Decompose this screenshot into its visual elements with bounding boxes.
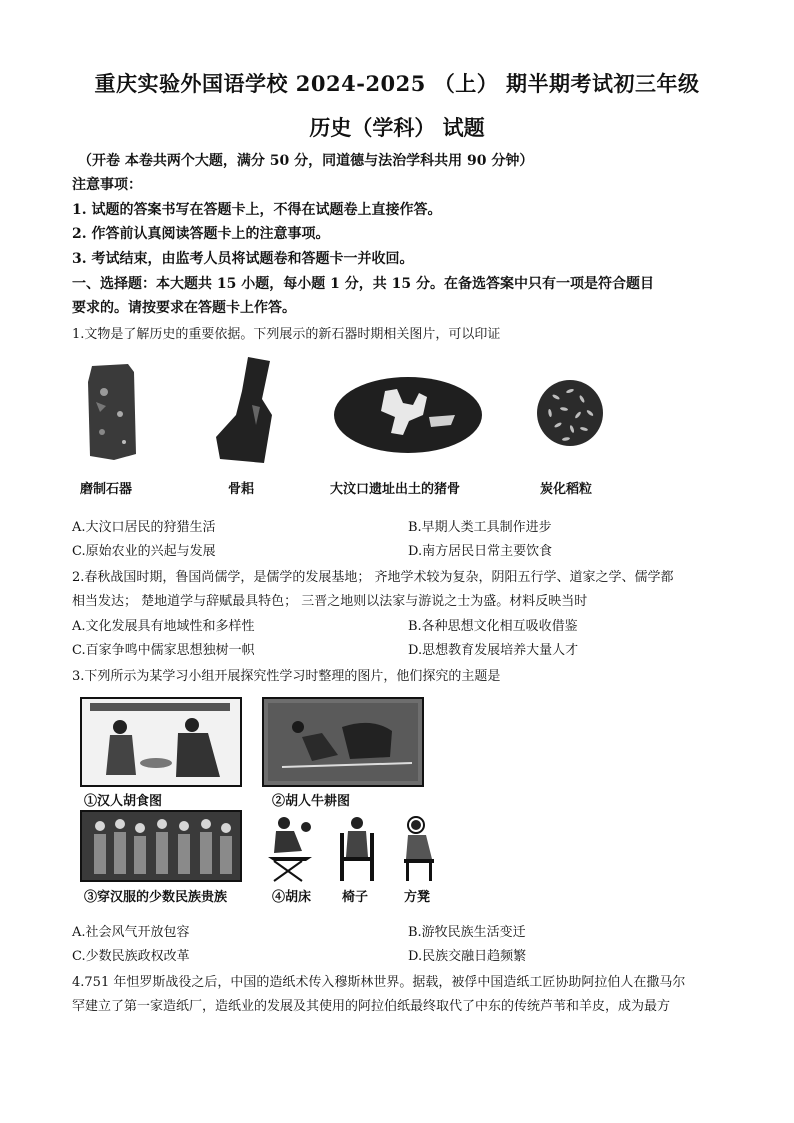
q3-option-c: C.少数民族政权改革 (72, 949, 190, 964)
q3-caption-3: ③穿汉服的少数民族贵族 (84, 890, 228, 905)
hu-people-ox-plough-image (262, 697, 424, 787)
q1-caption-pig-bone: 大汶口遗址出土的猪骨 (330, 482, 461, 497)
exam-title: 重庆实验外国语学校 2024-2025 （上） 期半期考试初三年级 (94, 71, 700, 96)
q3-caption-stool: 方凳 (404, 890, 431, 905)
section-heading-line2: 要求的。请按要求在答题卡上作答。 (72, 300, 296, 316)
bone-spade-image (212, 355, 276, 467)
q3-stem: 3.下列所示为某学习小组开展探究性学习时整理的图片，他们探究的主题是 (72, 669, 501, 684)
q2-stem-line1: 2.春秋战国时期，鲁国尚儒学，是儒学的发展基地； 齐地学术较为复杂，阴阳五行学、道家之学、儒学都 (72, 570, 674, 585)
q3-caption-2: ②胡人牛耕图 (272, 794, 351, 809)
q1-stem: 1.文物是了解历史的重要依据。下列展示的新石器时期相关图片，可以印证 (72, 327, 501, 342)
q1-option-d: D.南方居民日常主要饮食 (408, 544, 553, 559)
q1-caption-rice: 炭化稻粒 (540, 482, 593, 497)
q3-option-d: D.民族交融日趋频繁 (408, 949, 527, 964)
square-stool-image (396, 813, 442, 883)
minority-nobles-han-clothes-image (80, 810, 242, 882)
q3-caption-chair: 椅子 (342, 890, 369, 905)
q3-caption-1: ①汉人胡食图 (84, 794, 163, 809)
q3-option-b: B.游牧民族生活变迁 (408, 925, 526, 940)
q1-option-a: A.大汶口居民的狩猎生活 (72, 520, 216, 535)
q4-stem-line1: 4.751 年怛罗斯战役之后，中国的造纸术传入穆斯林世界。据载，被俘中国造纸工匠协助阿拉伯人在撒马尔 (72, 975, 686, 990)
q3-caption-4: ④胡床 (272, 890, 312, 905)
notice-3: 3. 考试结束，由监考人员将试题卷和答题卡一并收回。 (72, 251, 414, 267)
exam-note: （开卷 本卷共两个大题，满分 50 分，同道德与法治学科共用 90 分钟） (78, 153, 534, 169)
q1-caption-bone-spade: 骨耜 (228, 482, 255, 497)
carbonized-rice-image (536, 379, 604, 447)
notice-1: 1. 试题的答案书写在答题卡上，不得在试题卷上直接作答。 (72, 202, 442, 218)
q3-option-a: A.社会风气开放包容 (72, 925, 190, 940)
notice-heading: 注意事项： (72, 177, 142, 193)
han-people-hu-food-image (80, 697, 242, 787)
exam-subtitle: 历史（学科） 试题 (309, 115, 485, 140)
q2-option-c: C.百家争鸣中儒家思想独树一帜 (72, 643, 255, 658)
q2-stem-line2: 相当发达； 楚地道学与辞赋最具特色； 三晋之地则以法家与游说之士为盛。材料反映当时 (72, 594, 588, 609)
q1-option-b: B.早期人类工具制作进步 (408, 520, 552, 535)
pig-bone-image (333, 375, 483, 455)
q4-stem-line2: 罕建立了第一家造纸厂，造纸业的发展及其使用的阿拉伯纸最终取代了中东的传统芦苇和羊皮，成为最方 (72, 999, 671, 1014)
q1-caption-stone-tool: 磨制石器 (80, 482, 133, 497)
notice-2: 2. 作答前认真阅读答题卡上的注意事项。 (72, 226, 330, 242)
section-heading-line1: 一、选择题：本大题共 15 小题，每小题 1 分，共 15 分。在备选答案中只有一项是符合题目 (72, 276, 654, 292)
polished-stone-tool-image (84, 362, 140, 462)
q2-option-a: A.文化发展具有地域性和多样性 (72, 619, 255, 634)
q2-option-d: D.思想教育发展培养大量人才 (408, 643, 579, 658)
chair-image (332, 813, 382, 883)
q2-option-b: B.各种思想文化相互吸收借鉴 (408, 619, 578, 634)
q1-option-c: C.原始农业的兴起与发展 (72, 544, 216, 559)
hu-bed-image (262, 813, 324, 883)
